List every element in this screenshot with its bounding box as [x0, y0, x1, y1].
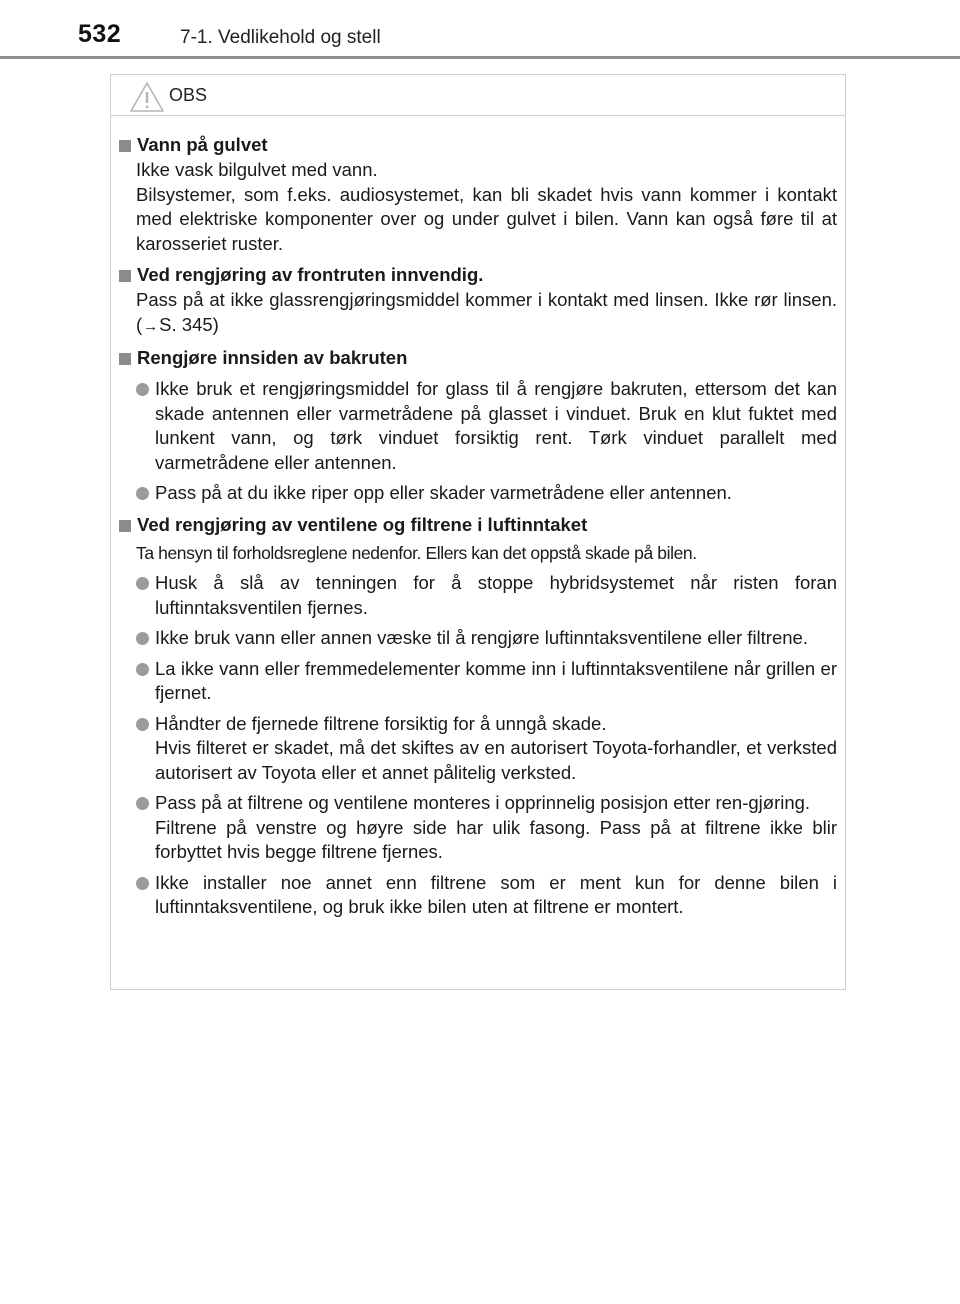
- list-item-line: Håndter de fjernede filtrene forsiktig for å unngå skade.: [155, 712, 607, 734]
- list-item-line: Filtrene på venstre og høyre side har ulik fasong. Pass på at filtrene ikke blir forbyttet hvis begge filtrene fjernes.: [155, 816, 837, 862]
- round-bullet-icon: [136, 718, 149, 731]
- paragraph-text: Pass på at ikke glassrengjøringsmiddel kommer i kontakt med linsen. Ikke rør linsen. (: [136, 289, 837, 335]
- round-bullet-icon: [136, 487, 149, 500]
- paragraph-line: Bilsystemer, som f.eks. audiosystemet, kan bli skadet hvis vann kommer i kontakt med elektriske komponenter over og under gulvet i bilen. Vann kan også føre til at karosseriet ruster.: [136, 183, 837, 254]
- list-item: [136, 657, 837, 706]
- list-item: [136, 481, 837, 506]
- list-item: [136, 712, 837, 786]
- paragraph-line: Ikke vask bilgulvet med vann.: [136, 159, 378, 180]
- list-item-line: Pass på at filtrene og ventilene monteres i opprinnelig posisjon etter ren-gjøring.: [155, 792, 811, 813]
- section-ventiler-filtre: [119, 512, 837, 920]
- round-bullet-icon: [136, 877, 149, 890]
- list-item-text: [155, 712, 837, 786]
- list-item-text: Ikke bruk et rengjøringsmiddel for glass til å rengjøre bakruten, ettersom det kan skade antennen eller varmetrådene på glasset i vinduet. Bruk en klut fuktet med lunkent vann, og tørk vinduet forsiktig rent. Tørk vinduet parallelt med varmetrådene eller antennen.: [155, 378, 837, 473]
- section-vann-pa-gulvet: [119, 132, 837, 256]
- list-item-text: [155, 791, 837, 865]
- list-item-line: Hvis filteret er skadet, må det skiftes av en autorisert Toyota-forhandler, et verksted autorisert av Toyota eller et annet pålitelig verksted.: [155, 737, 837, 783]
- caution-box: [110, 74, 846, 990]
- round-bullet-icon: [136, 632, 149, 645]
- section-heading: [119, 345, 837, 371]
- arrow-right-icon: →: [143, 317, 159, 335]
- section-frontruten: [119, 262, 837, 339]
- section-title-text: Ved rengjøring av frontruten innvendig.: [137, 264, 484, 285]
- square-bullet-icon: [119, 270, 131, 282]
- square-bullet-icon: [119, 520, 131, 532]
- list-item: [136, 377, 837, 475]
- list-item: [136, 626, 837, 651]
- list-item: [136, 571, 837, 620]
- round-bullet-icon: [136, 383, 149, 396]
- section-note: Ta hensyn til forholdsreglene nedenfor. Ellers kan det oppstå skade på bilen.: [136, 542, 697, 563]
- list-item: [136, 791, 837, 865]
- list-item-text: Pass på at du ikke riper opp eller skader varmetrådene eller antennen.: [155, 482, 732, 503]
- round-bullet-icon: [136, 577, 149, 590]
- list-item-text: Ikke installer noe annet enn filtrene som er ment kun for denne bilen i luftinntaksventilene, og bruk ikke bilen uten at filtrene er montert.: [155, 871, 837, 917]
- section-heading: [119, 262, 837, 288]
- section-title-text: Rengjøre innsiden av bakruten: [137, 347, 408, 368]
- page-header: [0, 0, 960, 62]
- section-heading: [119, 132, 837, 158]
- caution-header: [111, 75, 845, 116]
- section-heading: [119, 512, 837, 538]
- warning-triangle-icon: [129, 81, 165, 113]
- list-item-text: Ikke bruk vann eller annen væske til å rengjøre luftinntaksventilene eller filtrene.: [155, 627, 808, 648]
- square-bullet-icon: [119, 353, 131, 365]
- paragraph-text: ): [212, 313, 219, 335]
- list-item-text: La ikke vann eller fremmedelementer komme inn i luftinntaksventilene når grillen er fjernet.: [155, 657, 837, 703]
- section-bakruten: [119, 345, 837, 506]
- list-item: [136, 871, 837, 920]
- caution-label: OBS: [169, 85, 208, 105]
- page-number: 532: [78, 20, 122, 48]
- section-title-text: Vann på gulvet: [137, 134, 268, 155]
- round-bullet-icon: [136, 663, 149, 676]
- list-item-text: Husk å slå av tenningen for å stoppe hybridsystemet når risten foran luftinntaksventilen fjernes.: [155, 572, 837, 618]
- section-title: 7-1. Vedlikehold og stell: [180, 27, 381, 48]
- section-title-text: Ved rengjøring av ventilene og filtrene i luftinntaket: [137, 513, 588, 535]
- header-rule: [0, 56, 960, 59]
- square-bullet-icon: [119, 140, 131, 152]
- round-bullet-icon: [136, 797, 149, 810]
- page-reference-link[interactable]: S. 345: [159, 313, 213, 335]
- paragraph: [136, 158, 837, 256]
- caution-body: [111, 116, 845, 920]
- paragraph: [136, 288, 837, 339]
